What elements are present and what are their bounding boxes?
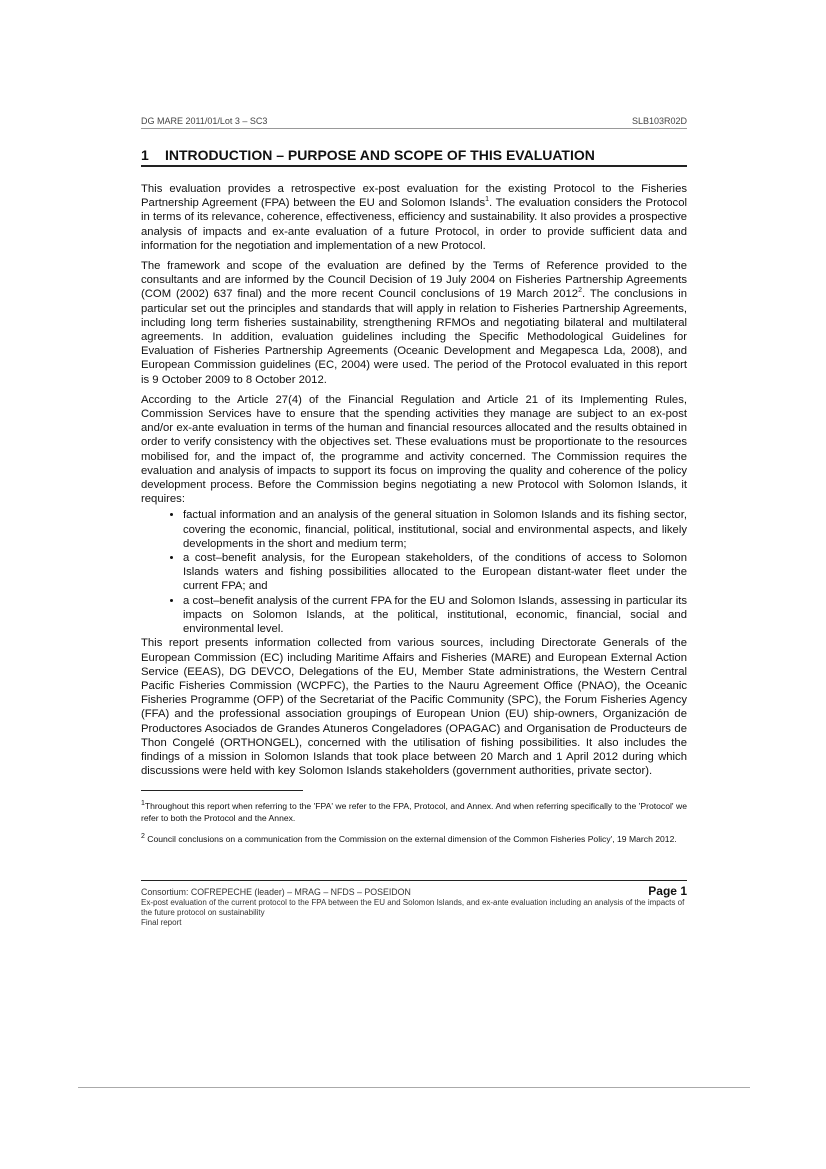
paragraph-1-text-b: . The evaluation considers the Protocol in terms of its relevance, coherence, effectiveness, efficiency and sustainability. It also provides a prospective analysis of impacts and ex-ante evaluation of a future Protocol, in order to provide sufficient data and information for the negotiation and implementation of a new Protocol. — [141, 197, 688, 252]
footer-report-type: Final report — [141, 917, 182, 927]
footnote-2-mark: 2 — [141, 833, 145, 841]
paragraph-2-text-b: . The conclusions in particular set out the principles and standards that will apply in relation to Fisheries Partnership Agreements, including long term fisheries sustainability, strengthening RFMOs and negotiating bilateral and multilateral agreements. In addition, evaluation guidelines including the Specific Methodological Guidelines for Evaluation of Fisheries Partnership Agreements (Oceanic Development and Megapesca Lda, 2008), and European Commission guidelines (EC, 2004) were used. The period of the Protocol evaluated in this report is 9 October 2009 to 8 October 2012. — [141, 288, 687, 386]
footnote-1-mark: 1 — [141, 800, 145, 808]
paragraph-1-text-a: This evaluation provides a retrospective ex-post evaluation for the existing Protocol to the Fisheries Partnership Agreement (FPA) between the EU and Solomon Islands — [141, 183, 687, 210]
section-heading — [141, 147, 687, 167]
paragraph-3: According to the Article 27(4) of the Financial Regulation and Article 21 of its Implementing Rules, Commission Services have to ensure that the spending activities they manage are subject to an ex-post and/or ex-ante evaluation in terms of the human and financial resources allocated and the results obtained in order to verify consistency with the objectives set. These evaluations must be proportionate to the resources mobilised for, and the impact of, the programme and activity concerned. The Commission requires the evaluation and analysis of impacts to support its focus on improving the quality and coherence of the policy development process. Before the Commission begins negotiating a new Protocol with Solomon Islands, it requires: — [141, 393, 687, 506]
document-page — [141, 116, 687, 928]
paragraph-2 — [141, 259, 687, 387]
section-number: 1 — [141, 147, 149, 163]
footnote-2 — [141, 834, 687, 845]
header-right: SLB103R02D — [631, 116, 687, 126]
requirements-list — [141, 508, 687, 636]
page-number: Page 1 — [648, 883, 687, 898]
header-left: DG MARE 2011/01/Lot 3 – SC3 — [141, 116, 268, 126]
footnote-1 — [141, 801, 687, 824]
footnote-2-text: Council conclusions on a communication from the Commission on the external dimension of the Common Fisheries Policy', 19 March 2012. — [147, 834, 677, 845]
footnote-ref-1[interactable]: 1 — [485, 196, 490, 204]
footer-consortium: Consortium: COFREPECHE (leader) – MRAG – NFDS – POSEIDON — [141, 886, 411, 897]
page-footer — [141, 880, 687, 928]
page-bottom-divider — [78, 1087, 750, 1088]
running-header — [141, 116, 687, 129]
paragraph-2-text-a: The framework and scope of the evaluation are defined by the Terms of Reference provided to the consultants and are informed by the Council Decision of 19 July 2004 on Fisheries Partnership Agreements (COM (2002) 637 final) and the more recent Council conclusions of 19 March 2012 — [141, 260, 687, 301]
footnote-ref-2[interactable]: 2 — [578, 287, 582, 295]
list-item: • a cost–benefit analysis, for the European stakeholders, of the conditions of access to Solomon Islands waters and fishing possibilities allocated to the European distant-water fleet under the current FPA; and — [183, 551, 687, 594]
footer-description: Ex-post evaluation of the current protocol to the FPA between the EU and Solomon Islands, and ex-ante evaluation including an analysis of the impacts of the future protocol on sustainability — [141, 897, 685, 917]
list-item: • factual information and an analysis of the general situation in Solomon Islands and its fishing sector, covering the economic, financial, political, institutional, social and environmental aspects, and likely developments in the short and medium term; — [183, 508, 687, 551]
paragraph-1 — [141, 182, 687, 253]
footnote-separator — [141, 790, 303, 791]
paragraph-4: This report presents information collected from various sources, including Directorate Generals of the European Commission (EC) including Maritime Affairs and Fisheries (MARE) and European External Action Service (EEAS), DG DEVCO, Delegations of the EU, Member State administrations, the Western Central Pacific Fisheries Commission (WCPFC), the Parties to the Nauru Agreement Office (PNAO), the Oceanic Fisheries Programme (OFP) of the Secretariat of the Pacific Community (SPC), the Forum Fisheries Agency (FFA) and the professional association groupings of European Union (EU) ship-owners, Organización de Productores Asociados de Grandes Atuneros Congeladores (OPAGAC) and Organisation de Producteurs de Thon Congelé (ORTHONGEL), concerned with the utilisation of fishing possibilities. It also includes the findings of a mission in Solomon Islands that took place between 20 March and 1 April 2012 during which discussions were held with key Solomon Islands stakeholders (government authorities, private sector). — [141, 637, 687, 778]
section-title: INTRODUCTION – PURPOSE AND SCOPE OF THIS EVALUATION — [165, 147, 595, 163]
footnote-1-text: Throughout this report when referring to the 'FPA' we refer to the FPA, Protocol, and Annex. And when referring specifically to the 'Protocol' we refer to both the Protocol and the Annex. — [141, 801, 687, 823]
list-item: • a cost–benefit analysis of the current FPA for the EU and Solomon Islands, assessing in particular its impacts on Solomon Islands, at the political, institutional, economic, financial, social and environmental level. — [183, 594, 687, 637]
